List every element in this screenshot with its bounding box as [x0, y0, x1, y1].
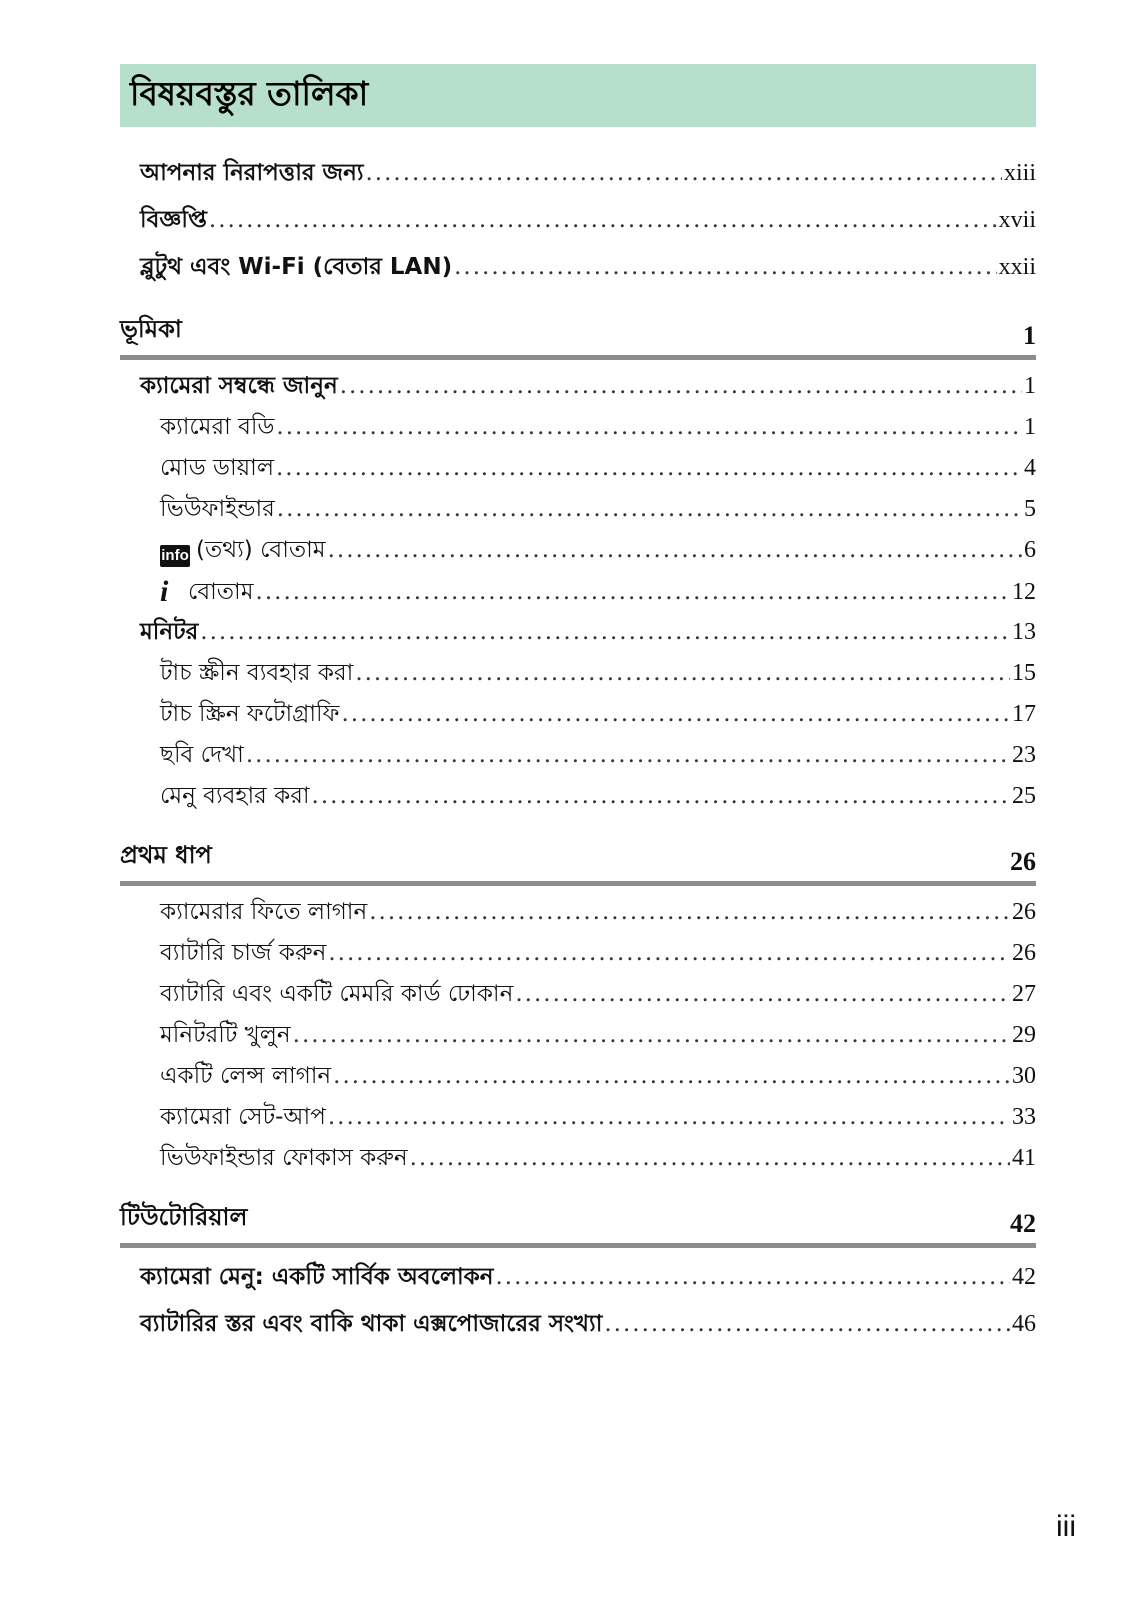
- section-title: প্রথম ধাপ: [120, 841, 212, 869]
- toc-entry-page: 30: [1012, 1063, 1036, 1089]
- toc-entry[interactable]: [120, 571, 1036, 612]
- dot-leader: [256, 572, 1010, 613]
- toc-entry-label: টাচ স্ক্রিন ফটোগ্রাফি: [160, 701, 340, 727]
- toc-entry-page: 23: [1012, 742, 1036, 768]
- section-title: টিউটোরিয়াল: [120, 1203, 248, 1231]
- toc-entry[interactable]: [120, 1015, 1036, 1056]
- toc-entry[interactable]: [120, 1138, 1036, 1179]
- toc-entry[interactable]: [120, 776, 1036, 817]
- toc-entry-label: ব্যাটারি চার্জ করুন: [160, 940, 327, 966]
- section-heading[interactable]: [120, 1199, 1036, 1248]
- toc-entry[interactable]: [120, 366, 1036, 407]
- toc-entry-label: মেনু ব্যবহার করা: [160, 783, 310, 809]
- dot-leader: [341, 694, 1010, 735]
- toc-entry[interactable]: [120, 1254, 1036, 1301]
- toc-entry[interactable]: [120, 612, 1036, 653]
- toc-entry-page: 42: [1012, 1264, 1036, 1290]
- toc-entry-label: ক্যামেরা সম্বন্ধে জানুন: [140, 373, 338, 399]
- dot-leader: [604, 1301, 1010, 1348]
- dot-leader: [293, 1015, 1010, 1056]
- toc-entry-label: ক্যামেরা মেনু: একটি সার্বিক অবলোকন: [140, 1264, 494, 1290]
- toc-entry[interactable]: [120, 1056, 1036, 1097]
- dot-leader: [328, 933, 1010, 974]
- dot-leader: [515, 974, 1010, 1015]
- dot-leader: [246, 735, 1010, 776]
- toc-entry-page: 13: [1012, 619, 1036, 645]
- dot-leader: [410, 1138, 1010, 1179]
- toc-entry-label: ব্যাটারি এবং একটি মেমরি কার্ড ঢোকান: [160, 981, 514, 1007]
- toc-entry-page: 27: [1012, 981, 1036, 1007]
- toc-entry[interactable]: [120, 653, 1036, 694]
- section-page: 26: [1010, 847, 1036, 876]
- section-title: ভূমিকা: [120, 315, 182, 343]
- dot-leader: [328, 530, 1022, 571]
- toc-entry-label: মনিটরটি খুলুন: [160, 1022, 291, 1048]
- dot-leader: [209, 197, 997, 244]
- info-button-icon: info: [160, 545, 190, 567]
- title-banner: [120, 64, 1036, 127]
- toc-entry-label: ছবি দেখা: [160, 742, 244, 768]
- toc-entry-page: 46: [1012, 1311, 1036, 1337]
- page-number: iii: [1056, 1510, 1076, 1543]
- toc-entry-page: 33: [1012, 1104, 1036, 1130]
- dot-leader: [312, 776, 1010, 817]
- toc-entry-label: ক্যামেরা বডি: [160, 414, 275, 440]
- toc-entry[interactable]: [120, 244, 1036, 291]
- toc-entry-page: xxii: [998, 254, 1036, 280]
- dot-leader: [340, 366, 1022, 407]
- dot-leader: [200, 612, 1010, 653]
- toc-entry-label: (তথ্য) বোতাম: [196, 537, 326, 563]
- toc-entry[interactable]: [120, 150, 1036, 197]
- toc-entry-label: ক্যামেরা সেট-আপ: [160, 1104, 326, 1130]
- toc-entry-label: বোতাম: [188, 579, 254, 605]
- toc-entry-label: মোড ডায়াল: [160, 455, 274, 481]
- toc-entry-page: 1: [1024, 414, 1036, 440]
- toc-entry[interactable]: [120, 530, 1036, 571]
- toc-entry-label: ভিউফাইন্ডার: [160, 496, 275, 522]
- toc-entry[interactable]: [120, 1301, 1036, 1348]
- section-heading[interactable]: [120, 837, 1036, 886]
- i-button-icon: i: [160, 575, 169, 608]
- toc-entry-page: 25: [1012, 783, 1036, 809]
- toc-entry-page: 4: [1024, 455, 1036, 481]
- toc-entry-label: ক্যামেরার ফিতে লাগান: [160, 899, 368, 925]
- section-heading[interactable]: [120, 311, 1036, 360]
- toc-entry-page: 17: [1012, 701, 1036, 727]
- toc-entry-label: বিজ্ঞপ্তি: [140, 207, 207, 233]
- toc-entry[interactable]: [120, 489, 1036, 530]
- toc-entry[interactable]: [120, 448, 1036, 489]
- toc-entry-page: xiii: [1003, 160, 1036, 186]
- toc-entry[interactable]: [120, 197, 1036, 244]
- dot-leader: [276, 407, 1022, 448]
- toc-entry-label: মনিটর: [140, 619, 199, 645]
- toc-list: [120, 150, 1036, 1348]
- toc-entry[interactable]: [120, 933, 1036, 974]
- toc-entry-page: 29: [1012, 1022, 1036, 1048]
- toc-entry[interactable]: [120, 1097, 1036, 1138]
- dot-leader: [454, 244, 997, 291]
- toc-entry-page: 1: [1024, 373, 1036, 399]
- toc-entry[interactable]: [120, 694, 1036, 735]
- dot-leader: [355, 653, 1010, 694]
- toc-entry-page: 41: [1012, 1145, 1036, 1171]
- toc-entry-label: আপনার নিরাপত্তার জন্য: [140, 160, 364, 186]
- dot-leader: [366, 150, 1002, 197]
- section-page: 42: [1010, 1209, 1036, 1238]
- toc-entry[interactable]: [120, 892, 1036, 933]
- toc-entry-page: xvii: [998, 207, 1036, 233]
- toc-entry-page: 5: [1024, 496, 1036, 522]
- dot-leader: [369, 892, 1010, 933]
- dot-leader: [276, 448, 1022, 489]
- toc-entry-page: 12: [1012, 579, 1036, 605]
- dot-leader: [277, 489, 1022, 530]
- dot-leader: [495, 1254, 1010, 1301]
- toc-entry[interactable]: [120, 735, 1036, 776]
- toc-entry-label: ভিউফাইন্ডার ফোকাস করুন: [160, 1145, 408, 1171]
- dot-leader: [328, 1097, 1010, 1138]
- toc-entry-label: টাচ স্ক্রীন ব্যবহার করা: [160, 660, 354, 686]
- section-page: 1: [1023, 321, 1036, 350]
- toc-entry-label: ব্যাটারির স্তর এবং বাকি থাকা এক্সপোজারের সংখ্যা: [140, 1311, 603, 1337]
- toc-entry-label-wrap: [160, 530, 326, 571]
- toc-entry-page: 6: [1024, 537, 1036, 563]
- toc-entry[interactable]: [120, 974, 1036, 1015]
- toc-entry-label: ব্লুটুথ এবং Wi-Fi (বেতার LAN): [140, 254, 453, 280]
- toc-entry-page: 26: [1012, 940, 1036, 966]
- page-title: বিষয়বস্তুর তালিকা: [130, 73, 369, 113]
- toc-entry-page: 15: [1012, 660, 1036, 686]
- toc-entry-label-wrap: [160, 571, 254, 613]
- toc-entry-page: 26: [1012, 899, 1036, 925]
- dot-leader: [333, 1056, 1010, 1097]
- toc-entry[interactable]: [120, 407, 1036, 448]
- toc-entry-label: একটি লেন্স লাগান: [160, 1063, 332, 1089]
